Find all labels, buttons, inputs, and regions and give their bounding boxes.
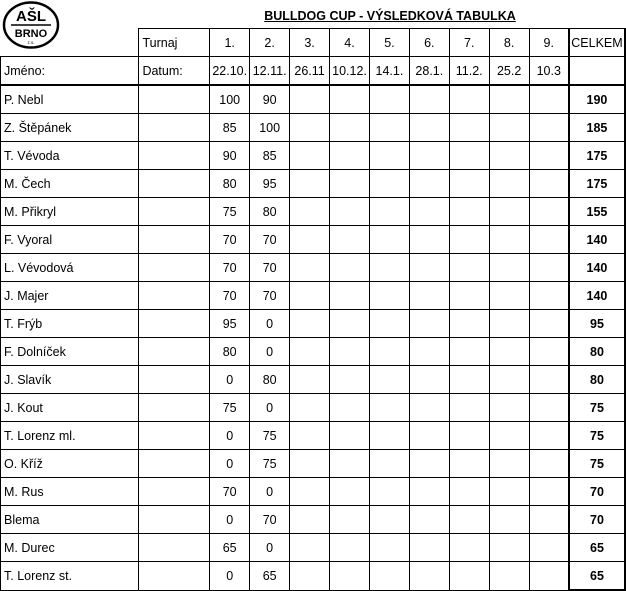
round-score-empty	[489, 534, 529, 562]
round-score-empty	[489, 338, 529, 366]
results-table	[0, 28, 626, 591]
round-score-empty	[330, 506, 370, 534]
empty-turnaj-cell	[139, 506, 210, 534]
table-row	[1, 226, 626, 254]
round-score-empty	[489, 366, 529, 394]
round-score-empty	[529, 506, 569, 534]
jmeno-label: Jméno:	[1, 57, 139, 86]
table-row	[1, 254, 626, 282]
round-score-empty	[449, 506, 489, 534]
round-score-empty	[409, 282, 449, 310]
total-header-blank	[569, 57, 625, 86]
round-score-empty	[489, 198, 529, 226]
round-score-empty	[449, 142, 489, 170]
total-score: 140	[569, 254, 625, 282]
round-score: 70	[210, 226, 250, 254]
total-score: 70	[569, 506, 625, 534]
round-score-empty	[370, 562, 410, 591]
round-score-empty	[529, 226, 569, 254]
table-row	[1, 282, 626, 310]
player-name: F. Vyoral	[1, 226, 139, 254]
round-score: 0	[210, 506, 250, 534]
empty-turnaj-cell	[139, 478, 210, 506]
empty-turnaj-cell	[139, 254, 210, 282]
round-score-empty	[330, 450, 370, 478]
total-score: 75	[569, 450, 625, 478]
round-score-empty	[489, 226, 529, 254]
round-score-empty	[529, 85, 569, 114]
table-row	[1, 506, 626, 534]
round-score: 95	[210, 310, 250, 338]
round-score-empty	[330, 114, 370, 142]
total-header: CELKEM	[569, 29, 625, 57]
player-name: M. Přikryl	[1, 198, 139, 226]
round-score-empty	[529, 394, 569, 422]
round-score: 75	[210, 198, 250, 226]
round-score-empty	[290, 338, 330, 366]
total-score: 70	[569, 478, 625, 506]
round-score: 70	[210, 282, 250, 310]
player-name: P. Nebl	[1, 85, 139, 114]
logo-mid-text: BRNO	[14, 28, 48, 40]
empty-turnaj-cell	[139, 534, 210, 562]
round-header: 6.	[409, 29, 449, 57]
round-score-empty	[330, 562, 370, 591]
total-score: 65	[569, 534, 625, 562]
round-score: 85	[210, 114, 250, 142]
table-row	[1, 534, 626, 562]
player-name: M. Durec	[1, 534, 139, 562]
empty-turnaj-cell	[139, 422, 210, 450]
player-name: Z. Štěpánek	[1, 114, 139, 142]
round-score-empty	[370, 282, 410, 310]
table-row	[1, 394, 626, 422]
round-score-empty	[290, 534, 330, 562]
round-score-empty	[370, 366, 410, 394]
total-score: 65	[569, 562, 625, 591]
round-score-empty	[489, 142, 529, 170]
round-score-empty	[330, 226, 370, 254]
table-row	[1, 338, 626, 366]
round-score: 75	[250, 422, 290, 450]
round-score-empty	[529, 114, 569, 142]
round-score: 0	[250, 338, 290, 366]
round-score-empty	[409, 310, 449, 338]
round-score: 100	[210, 85, 250, 114]
round-score-empty	[529, 562, 569, 591]
round-score-empty	[370, 226, 410, 254]
round-score-empty	[330, 254, 370, 282]
round-score-empty	[529, 478, 569, 506]
player-name: M. Rus	[1, 478, 139, 506]
round-score-empty	[529, 422, 569, 450]
round-score-empty	[409, 254, 449, 282]
player-name: J. Majer	[1, 282, 139, 310]
round-score-empty	[489, 562, 529, 591]
round-score: 70	[250, 254, 290, 282]
table-row	[1, 310, 626, 338]
round-header: 9.	[529, 29, 569, 57]
round-score-empty	[370, 198, 410, 226]
empty-turnaj-cell	[139, 85, 210, 114]
round-score-empty	[330, 170, 370, 198]
round-score-empty	[449, 366, 489, 394]
round-score: 0	[250, 310, 290, 338]
round-score: 100	[250, 114, 290, 142]
round-score-empty	[529, 310, 569, 338]
round-score-empty	[290, 85, 330, 114]
date-header: 10.12.	[330, 57, 370, 86]
round-header: 4.	[330, 29, 370, 57]
round-score: 80	[210, 338, 250, 366]
logo-small-text: z.s.	[27, 40, 35, 45]
round-score-empty	[290, 282, 330, 310]
empty-turnaj-cell	[139, 394, 210, 422]
round-score-empty	[449, 282, 489, 310]
round-score-empty	[449, 562, 489, 591]
round-score-empty	[409, 198, 449, 226]
table-row	[1, 142, 626, 170]
round-score-empty	[409, 170, 449, 198]
round-score-empty	[489, 422, 529, 450]
round-score-empty	[330, 478, 370, 506]
player-name: L. Vévodová	[1, 254, 139, 282]
empty-turnaj-cell	[139, 338, 210, 366]
total-score: 190	[569, 85, 625, 114]
table-row	[1, 562, 626, 591]
logo-top-text: AŠL	[16, 8, 46, 25]
round-score: 0	[210, 422, 250, 450]
round-score-empty	[370, 534, 410, 562]
empty-turnaj-cell	[139, 170, 210, 198]
total-score: 155	[569, 198, 625, 226]
round-score-empty	[370, 310, 410, 338]
round-score-empty	[370, 85, 410, 114]
round-score-empty	[449, 85, 489, 114]
round-score-empty	[290, 450, 330, 478]
round-score-empty	[409, 366, 449, 394]
date-header: 28.1.	[409, 57, 449, 86]
round-score-empty	[290, 394, 330, 422]
round-score-empty	[449, 422, 489, 450]
round-score-empty	[370, 254, 410, 282]
round-score-empty	[409, 478, 449, 506]
round-score: 75	[250, 450, 290, 478]
round-score-empty	[529, 338, 569, 366]
round-score-empty	[409, 338, 449, 366]
round-score-empty	[529, 198, 569, 226]
round-score: 0	[250, 534, 290, 562]
round-score-empty	[449, 310, 489, 338]
table-row	[1, 478, 626, 506]
round-score-empty	[370, 114, 410, 142]
round-score-empty	[330, 366, 370, 394]
round-score: 70	[210, 478, 250, 506]
round-score-empty	[449, 226, 489, 254]
round-score-empty	[330, 85, 370, 114]
datum-label: Datum:	[139, 57, 210, 86]
round-score-empty	[449, 170, 489, 198]
round-score-empty	[409, 85, 449, 114]
round-score-empty	[449, 450, 489, 478]
round-score-empty	[489, 310, 529, 338]
round-score-empty	[449, 254, 489, 282]
round-score-empty	[330, 534, 370, 562]
round-score-empty	[449, 394, 489, 422]
round-score-empty	[489, 394, 529, 422]
table-row	[1, 198, 626, 226]
round-score: 85	[250, 142, 290, 170]
round-score-empty	[370, 422, 410, 450]
empty-turnaj-cell	[139, 450, 210, 478]
round-score-empty	[409, 450, 449, 478]
round-score-empty	[529, 366, 569, 394]
round-score: 95	[250, 170, 290, 198]
turnaj-label: Turnaj	[139, 29, 210, 57]
round-score-empty	[330, 282, 370, 310]
player-name: T. Lorenz st.	[1, 562, 139, 591]
round-score: 65	[210, 534, 250, 562]
round-score-empty	[409, 114, 449, 142]
round-score: 70	[250, 226, 290, 254]
round-score-empty	[409, 534, 449, 562]
round-score: 0	[250, 394, 290, 422]
empty-turnaj-cell	[139, 142, 210, 170]
round-score-empty	[409, 142, 449, 170]
player-name: J. Slavík	[1, 366, 139, 394]
total-score: 75	[569, 394, 625, 422]
total-score: 140	[569, 282, 625, 310]
date-header: 10.3	[529, 57, 569, 86]
round-score-empty	[290, 142, 330, 170]
round-score-empty	[330, 198, 370, 226]
round-score-empty	[330, 142, 370, 170]
round-header: 2.	[250, 29, 290, 57]
table-row	[1, 85, 626, 114]
round-score-empty	[409, 562, 449, 591]
round-score-empty	[529, 254, 569, 282]
round-score-empty	[290, 198, 330, 226]
total-score: 140	[569, 226, 625, 254]
round-score: 80	[250, 198, 290, 226]
player-name: M. Čech	[1, 170, 139, 198]
date-header: 22.10.	[210, 57, 250, 86]
round-score-empty	[529, 142, 569, 170]
table-row	[1, 422, 626, 450]
round-score-empty	[290, 114, 330, 142]
round-score-empty	[290, 478, 330, 506]
round-header: 3.	[290, 29, 330, 57]
round-score-empty	[290, 422, 330, 450]
player-name: T. Vévoda	[1, 142, 139, 170]
round-score-empty	[330, 422, 370, 450]
player-name: T. Frýb	[1, 310, 139, 338]
round-score-empty	[529, 450, 569, 478]
round-score-empty	[330, 394, 370, 422]
round-score-empty	[409, 226, 449, 254]
round-score: 0	[210, 562, 250, 591]
empty-turnaj-cell	[139, 282, 210, 310]
round-score-empty	[489, 114, 529, 142]
round-score: 70	[210, 254, 250, 282]
round-score-empty	[330, 338, 370, 366]
header-row-dates	[1, 57, 626, 86]
round-score-empty	[290, 562, 330, 591]
total-score: 185	[569, 114, 625, 142]
header-blank-cell	[1, 29, 139, 57]
empty-turnaj-cell	[139, 562, 210, 591]
round-score-empty	[529, 170, 569, 198]
round-score: 70	[250, 506, 290, 534]
round-score: 65	[250, 562, 290, 591]
round-score-empty	[370, 478, 410, 506]
round-score-empty	[489, 478, 529, 506]
round-score-empty	[370, 394, 410, 422]
round-score-empty	[409, 506, 449, 534]
round-header: 7.	[449, 29, 489, 57]
round-score-empty	[529, 534, 569, 562]
round-score: 90	[210, 142, 250, 170]
round-score-empty	[449, 534, 489, 562]
page-title: BULLDOG CUP - VÝSLEDKOVÁ TABULKA	[264, 9, 516, 23]
round-score-empty	[409, 394, 449, 422]
player-name: F. Dolníček	[1, 338, 139, 366]
round-score: 80	[210, 170, 250, 198]
round-header: 1.	[210, 29, 250, 57]
round-score-empty	[290, 226, 330, 254]
round-score-empty	[330, 310, 370, 338]
round-score-empty	[449, 114, 489, 142]
empty-turnaj-cell	[139, 198, 210, 226]
round-score-empty	[290, 506, 330, 534]
table-row	[1, 366, 626, 394]
round-score: 0	[210, 450, 250, 478]
round-score-empty	[489, 282, 529, 310]
header-row-rounds	[1, 29, 626, 57]
round-score: 80	[250, 366, 290, 394]
date-header: 11.2.	[449, 57, 489, 86]
round-score-empty	[290, 366, 330, 394]
round-score-empty	[449, 338, 489, 366]
player-name: J. Kout	[1, 394, 139, 422]
total-score: 95	[569, 310, 625, 338]
empty-turnaj-cell	[139, 310, 210, 338]
player-name: Blema	[1, 506, 139, 534]
round-score-empty	[489, 170, 529, 198]
date-header: 26.11	[290, 57, 330, 86]
round-score-empty	[370, 170, 410, 198]
round-header: 5.	[370, 29, 410, 57]
round-score-empty	[489, 450, 529, 478]
empty-turnaj-cell	[139, 114, 210, 142]
total-score: 80	[569, 366, 625, 394]
empty-turnaj-cell	[139, 226, 210, 254]
round-score-empty	[489, 85, 529, 114]
round-score-empty	[290, 254, 330, 282]
round-score-empty	[449, 478, 489, 506]
round-score-empty	[370, 338, 410, 366]
round-score: 0	[250, 478, 290, 506]
round-score-empty	[449, 198, 489, 226]
round-score: 70	[250, 282, 290, 310]
round-score-empty	[489, 254, 529, 282]
round-score: 90	[250, 85, 290, 114]
table-row	[1, 450, 626, 478]
round-score: 75	[210, 394, 250, 422]
total-score: 175	[569, 142, 625, 170]
date-header: 25.2	[489, 57, 529, 86]
round-score-empty	[409, 422, 449, 450]
round-score-empty	[370, 142, 410, 170]
round-score-empty	[290, 170, 330, 198]
round-score-empty	[370, 450, 410, 478]
table-row	[1, 170, 626, 198]
total-score: 75	[569, 422, 625, 450]
player-name: T. Lorenz ml.	[1, 422, 139, 450]
round-score-empty	[370, 506, 410, 534]
table-row	[1, 114, 626, 142]
round-score: 0	[210, 366, 250, 394]
player-name: O. Kříž	[1, 450, 139, 478]
empty-turnaj-cell	[139, 366, 210, 394]
total-score: 175	[569, 170, 625, 198]
date-header: 12.11.	[250, 57, 290, 86]
round-score-empty	[489, 506, 529, 534]
round-header: 8.	[489, 29, 529, 57]
total-score: 80	[569, 338, 625, 366]
date-header: 14.1.	[370, 57, 410, 86]
round-score-empty	[290, 310, 330, 338]
round-score-empty	[529, 282, 569, 310]
